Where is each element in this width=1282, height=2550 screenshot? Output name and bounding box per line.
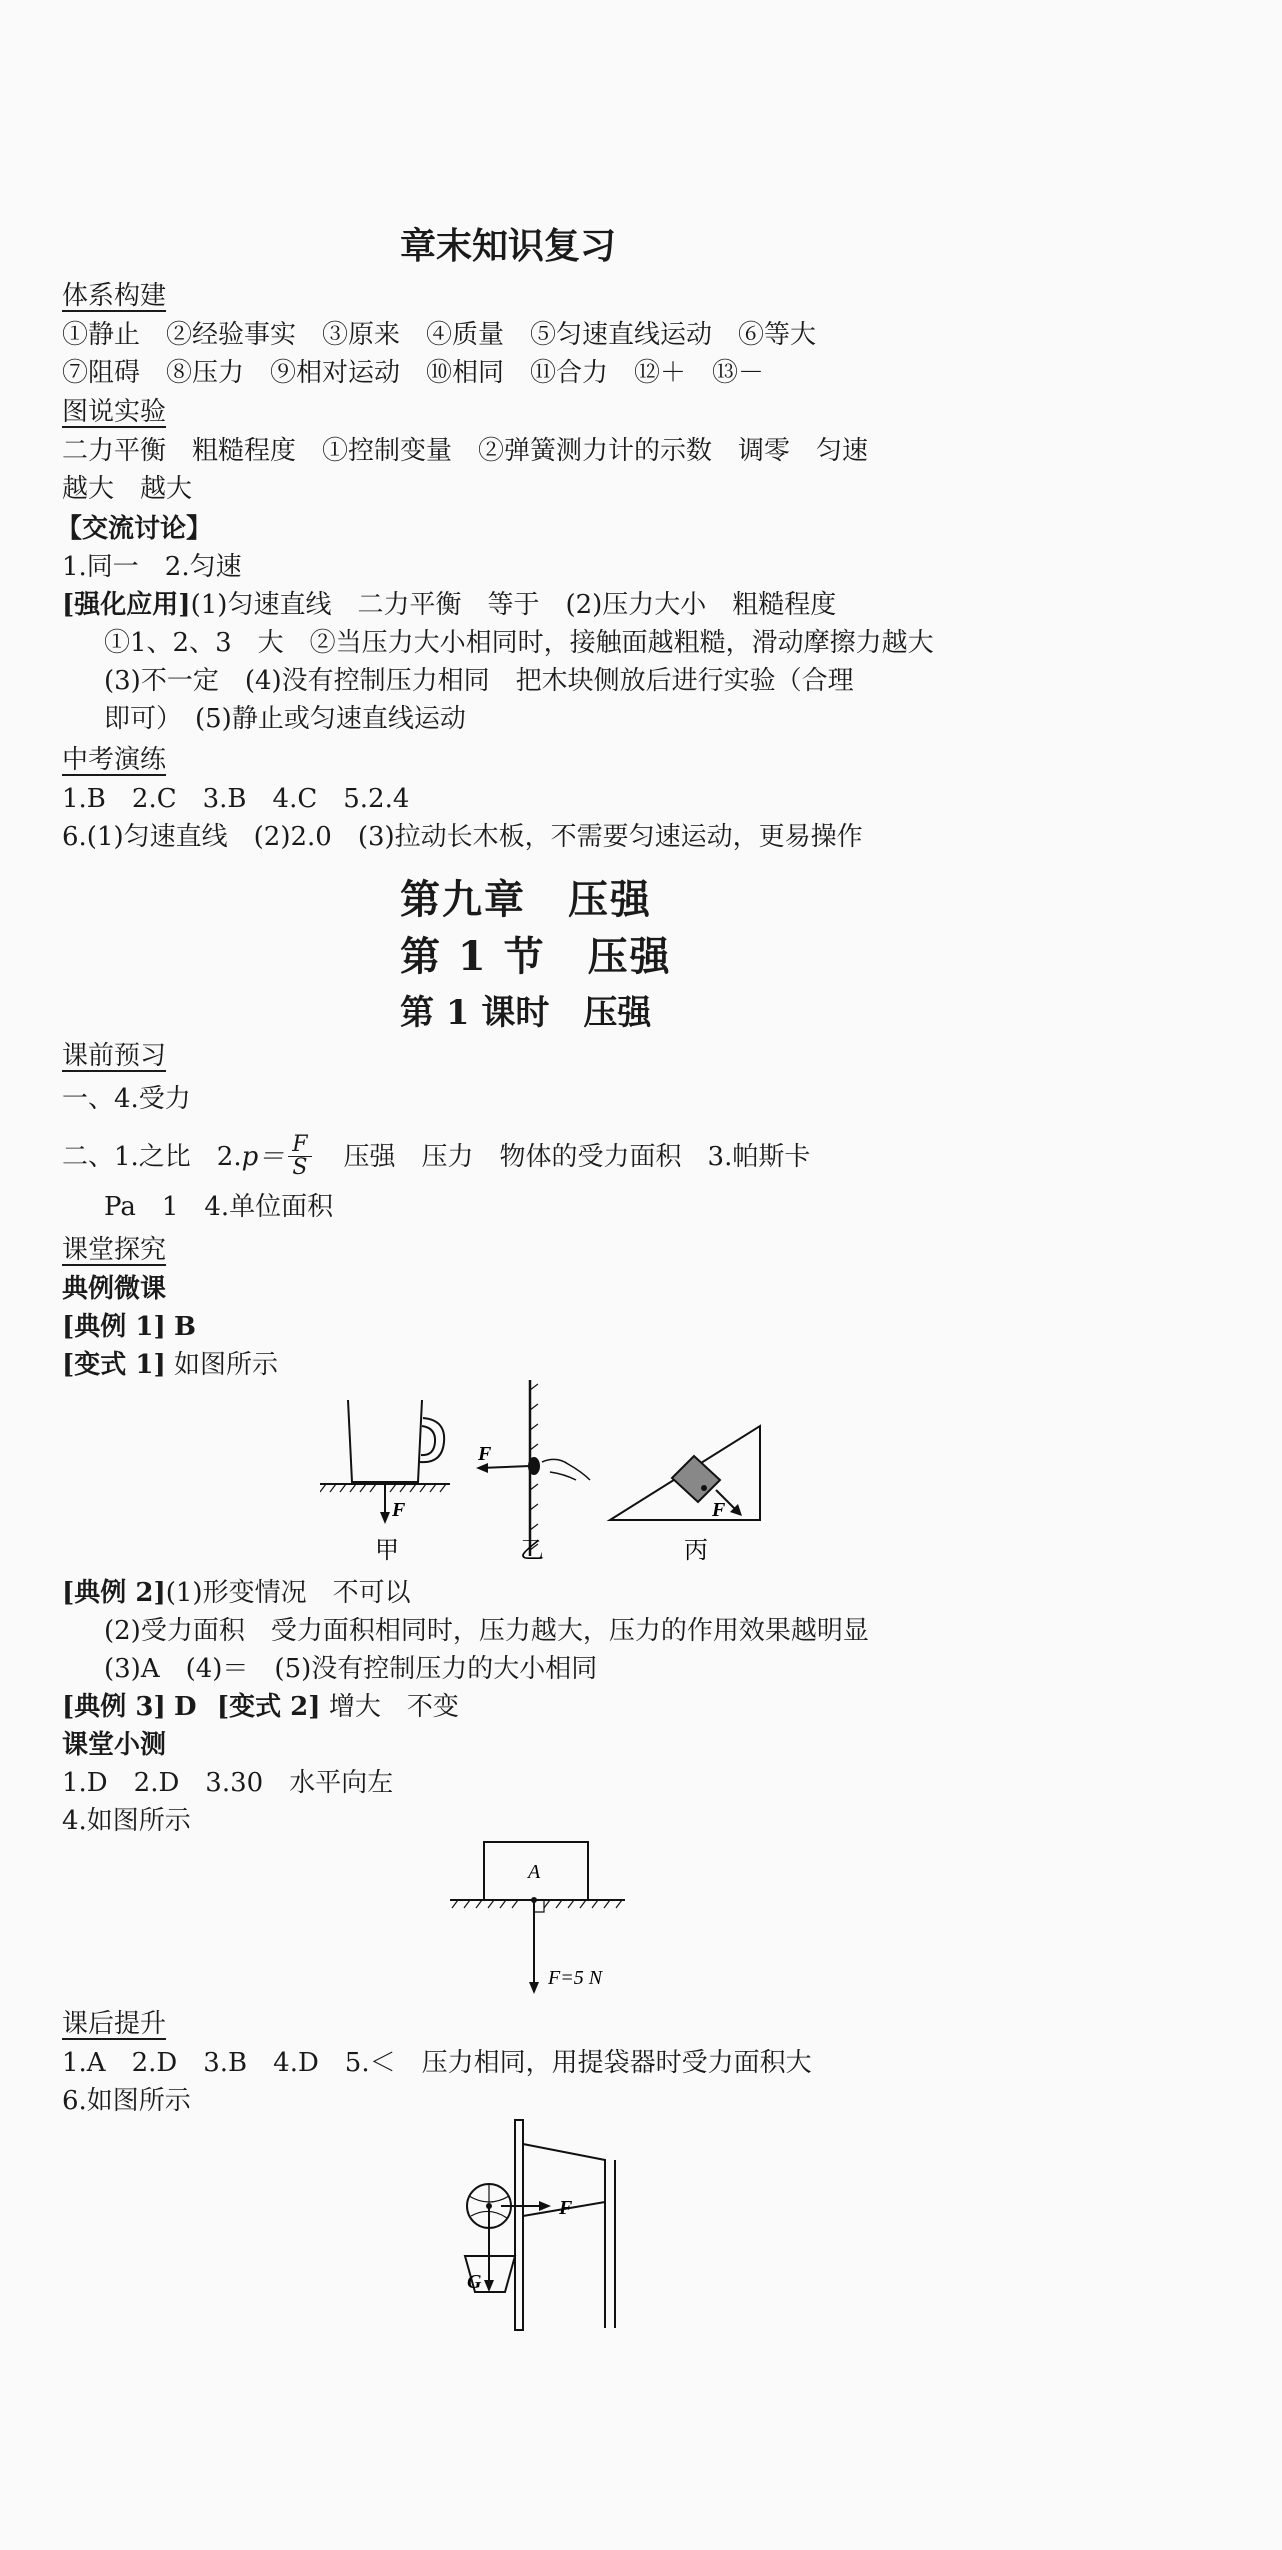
micro-lesson-heading: 典例微课	[62, 1274, 167, 1304]
caption-bing: 丙	[684, 1538, 708, 1564]
section-title: 第 1 节 压强	[400, 933, 672, 980]
after-line-1: 1.A 2.D 3.B 4.D 5.＜ 压力相同，用提袋器时受力面积大	[62, 2048, 812, 2078]
example-3-answer: D	[174, 1692, 197, 1722]
strengthen-line-3: (3)不一定 (4)没有控制压力相同 把木块侧放后进行实验（合理	[104, 666, 854, 696]
example-3-line	[62, 1690, 459, 1724]
force-label-bing: F	[712, 1499, 726, 1521]
variant-2-text: 增大 不变	[328, 1692, 459, 1722]
quiz-line-1: 1.D 2.D 3.30 水平向左	[62, 1768, 394, 1798]
example-3-label: [典例 3]	[62, 1692, 166, 1722]
cup-handle-inner	[421, 1426, 435, 1455]
chapter-title: 第九章 压强	[400, 876, 652, 923]
force-label-f: F	[559, 2197, 573, 2219]
force-label-jia: F	[392, 1499, 406, 1521]
discussion-line-1: 1.同一 2.匀速	[62, 552, 242, 582]
backboard	[515, 2120, 523, 2330]
cup-body	[348, 1400, 422, 1482]
weight-label-g: G	[467, 2271, 482, 2293]
arrowhead-g	[484, 2280, 494, 2292]
section-explore: 课堂探究	[62, 1235, 167, 1265]
example-2-line-3: (3)A (4)＝ (5)没有控制压力的大小相同	[104, 1654, 598, 1684]
example-2-line-2: (2)受力面积 受力面积相同时，压力越大，压力的作用效果越明显	[104, 1616, 869, 1646]
figure-line-1: 二力平衡 粗糙程度 ①控制变量 ②弹簧测力计的示数 调零 匀速	[62, 436, 869, 466]
formula-denominator: S	[292, 1155, 308, 1180]
force-label-a: F=5 N	[548, 1967, 603, 1989]
review-title: 章末知识复习	[400, 225, 617, 267]
preview-line-3: Pa 1 4.单位面积	[104, 1192, 334, 1222]
arrowhead-a	[529, 1982, 539, 1994]
system-line-2: ⑦阻碍 ⑧压力 ⑨相对运动 ⑩相同 ⑪合力 ⑫＋ ⑬－	[62, 358, 765, 388]
section-exam: 中考演练	[62, 745, 167, 775]
thumb	[542, 1459, 590, 1480]
variant-1	[62, 1348, 278, 1382]
lesson-title: 第 1 课时 压强	[400, 993, 652, 1033]
arrowhead-f	[539, 2201, 551, 2211]
formula-p: p＝	[241, 1141, 285, 1172]
preview-line-2-prefix: 二、1.之比 2.	[62, 1141, 242, 1172]
caption-jia: 甲	[375, 1538, 399, 1564]
force-diagram-figure	[320, 1380, 790, 1580]
preview-line-2-suffix: 压强 压力 物体的受力面积 3.帕斯卡	[343, 1141, 811, 1172]
example-1	[62, 1310, 196, 1344]
block-force-figure	[450, 1838, 630, 1998]
example-1-answer: B	[174, 1312, 196, 1342]
pole	[523, 2144, 605, 2328]
discussion-heading: 【交流讨论】	[56, 514, 213, 544]
strengthen-line-1	[62, 588, 836, 622]
figure-line-2: 越大 越大	[62, 474, 193, 504]
force-label-yi: F	[478, 1443, 492, 1465]
example-2-label: [典例 2]	[62, 1578, 166, 1608]
formula-numerator: F	[288, 1134, 311, 1157]
quiz-line-2: 4.如图所示	[62, 1806, 191, 1836]
exam-line-1: 1.B 2.C 3.B 4.C 5.2.4	[62, 784, 410, 814]
strengthen-label: [强化应用]	[62, 590, 191, 620]
quiz-heading: 课堂小测	[62, 1730, 167, 1760]
table-hatch	[320, 1484, 446, 1492]
after-line-2: 6.如图所示	[62, 2086, 191, 2116]
example-2-line-1	[62, 1576, 411, 1610]
thumbtack	[528, 1457, 540, 1475]
example-1-label: [典例 1]	[62, 1312, 166, 1342]
formula-fraction	[288, 1134, 311, 1179]
floor-hatch	[452, 1900, 622, 1908]
force-point	[701, 1485, 707, 1491]
caption-yi: 乙	[520, 1538, 544, 1564]
ball-center	[486, 2203, 492, 2209]
preview-line-2	[62, 1134, 810, 1179]
strengthen-line-2: ①1、2、3 大 ②当压力大小相同时，接触面越粗糙，滑动摩擦力越大	[104, 628, 934, 658]
variant-2-label: [变式 2]	[216, 1692, 321, 1722]
basketball-hoop-figure	[455, 2116, 635, 2332]
section-system: 体系构建	[62, 281, 167, 311]
force-point-a	[531, 1897, 537, 1903]
block-label: A	[528, 1861, 541, 1883]
variant-1-label: [变式 1]	[62, 1350, 166, 1380]
system-line-1: ①静止 ②经验事实 ③原来 ④质量 ⑤匀速直线运动 ⑥等大	[62, 320, 817, 350]
section-after-class: 课后提升	[62, 2009, 167, 2039]
block-on-incline	[672, 1456, 720, 1502]
section-preview: 课前预习	[62, 1041, 167, 1071]
example-2-text-1: (1)形变情况 不可以	[165, 1578, 411, 1608]
strengthen-text-1: (1)匀速直线 二力平衡 等于 (2)压力大小 粗糙程度	[190, 590, 837, 620]
arrowhead-jia	[380, 1512, 390, 1524]
section-figure-experiment: 图说实验	[62, 397, 167, 427]
strengthen-line-4: 即可） (5)静止或匀速直线运动	[104, 704, 466, 734]
exam-line-2: 6.(1)匀速直线 (2)2.0 (3)拉动长木板，不需要匀速运动，更易操作	[62, 822, 863, 852]
preview-line-1: 一、4.受力	[62, 1084, 191, 1114]
variant-1-text: 如图所示	[174, 1350, 279, 1380]
